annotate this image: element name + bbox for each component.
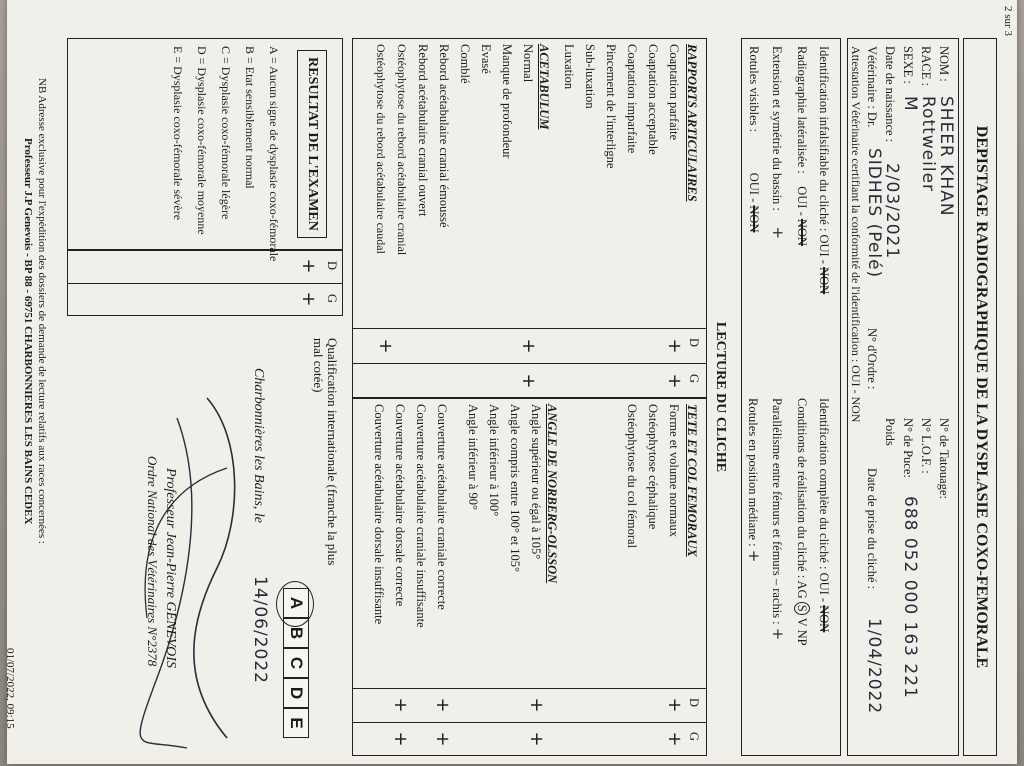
rapports-item: Pincement de l'interligne: [604, 44, 618, 169]
acetabulum-item: Normal: [521, 44, 535, 83]
left-col-g: G: [687, 374, 701, 384]
mark-normal-g: +: [518, 373, 539, 389]
right-col-g: G: [687, 732, 701, 742]
qualification-label: Qualification internationale (franche la plus mal cotée): [311, 338, 340, 566]
mark-forme-g: +: [664, 731, 685, 747]
mark-dorsale-d: +: [390, 697, 411, 713]
acetabulum-item: Rebord acétabulaire cranial ouvert: [416, 44, 430, 217]
couverture-item: Couverture acétabulaire dorsale correcte: [393, 404, 407, 607]
handwritten-signature: [117, 378, 247, 758]
selected-grade-circle: [276, 581, 314, 627]
acetabulum-item: Manque de profondeur: [500, 44, 514, 159]
veterinaire-label: Vétérinaire : Dr.: [865, 46, 879, 128]
tete-header: TETE ET COL FEMORAUX: [685, 404, 699, 557]
resultat-item: C = Dysplasie coxo-fémorale légère: [219, 46, 233, 220]
mark-cranial-d: +: [432, 697, 453, 713]
left-col-d: D: [687, 338, 701, 348]
ordre-label: N° d'Ordre :: [865, 328, 879, 390]
acetabulum-item: Ostéophytose du rebord acétabulaire caudal: [374, 44, 388, 254]
mark-resultat-g: +: [298, 291, 319, 307]
tete-item: Forme et volume normaux: [667, 404, 681, 537]
right-d-divider: [352, 688, 707, 689]
naissance-label: Date de naissance :: [883, 46, 897, 143]
signature-ordre: Ordre National des Vétérinaires N°2378: [145, 456, 160, 667]
puce-value: 688 052 000 163 221: [900, 496, 920, 699]
prise-value: 1/04/2022: [864, 618, 884, 715]
dysplasia-form-sheet: [4, 0, 1017, 764]
cliche-l3-right: Parallélisme entre fémurs et fémurs – rachis : +: [769, 398, 787, 642]
print-timestamp: 01/07/2022, 09:15: [4, 648, 16, 729]
puce-label: N° de Puce:: [901, 418, 915, 478]
cliche-l4-left: Rotules visibles : OUI - NON: [747, 46, 761, 233]
mark-dorsale-g: +: [390, 731, 411, 747]
grade-a: A: [283, 588, 309, 618]
race-label: RACE :: [919, 46, 933, 86]
grade-c: C: [283, 648, 309, 678]
resultat-col-d: D: [325, 261, 339, 271]
acetabulum-item: Evasé: [479, 44, 493, 74]
tete-item: Ostéophytose céphalique: [646, 404, 660, 530]
mark-angle-d: +: [526, 697, 547, 713]
rapports-header: RAPPORTS ARTICULAIRES: [685, 44, 699, 202]
grade-e: E: [283, 708, 309, 738]
resultat-item: D = Dysplasie coxo-fémorale moyenne: [195, 46, 209, 235]
race-value: Rottweiler: [918, 96, 938, 193]
attestation-line: Attestation Vétérinaire certifiant la conformité de l'identification : OUI - NON: [849, 46, 863, 423]
resultat-item: A = Aucun signe de dysplasie coxo-fémorale: [267, 46, 281, 262]
table-center-divider: [352, 397, 707, 399]
acetabulum-item: Rebord acétabulaire cranial émoussé: [437, 44, 451, 228]
norberg-item: Angle inférieur à 100°: [487, 404, 501, 517]
norberg-item: Angle inférieur à 90°: [466, 404, 480, 510]
signature-name: Professeur Jean-Pierre GENEVOIS: [163, 468, 178, 668]
sexe-label: SEXE :: [901, 46, 915, 84]
tete-item: Ostéophytose du col fémoral: [625, 404, 639, 549]
mark-resultat-d: +: [298, 258, 319, 274]
rapports-item: Coaptation acceptable: [646, 44, 660, 155]
rapports-item: Sub-luxation: [583, 44, 597, 109]
right-col-d: D: [687, 698, 701, 708]
poids-label: Poids: [883, 418, 897, 446]
mark-normal-d: +: [518, 338, 539, 354]
right-g-divider: [352, 722, 707, 723]
cliche-l2-right: Conditions de réalisation du cliché : AG S V NP: [795, 398, 809, 646]
mark-coaptation-d: +: [664, 338, 685, 354]
lof-label: N° L.O.F. :: [919, 418, 933, 474]
resultat-dg-divider: [67, 283, 343, 284]
lecture-title: LECTURE DU CLICHE: [713, 321, 728, 473]
nom-label: NOM :: [937, 46, 951, 82]
left-g-divider: [352, 363, 707, 364]
acetabulum-header: ACETABULUM: [537, 44, 551, 130]
veterinaire-value: SIDHES (Pelé): [864, 148, 884, 279]
grade-d: D: [283, 678, 309, 708]
place-date: 14/06/2022: [250, 576, 270, 684]
grade-b: B: [283, 618, 309, 648]
tatouage-label: N° de Tatouage:: [937, 418, 951, 499]
left-d-divider: [352, 328, 707, 329]
mark-coaptation-g: +: [664, 373, 685, 389]
cliche-l4-right: Rotules en position médiane : +: [745, 398, 763, 564]
resultat-title: RESULTAT DE L'EXAMEN: [305, 57, 320, 231]
couverture-item: Couverture acétabulaire craniale insuffisante: [414, 404, 428, 628]
place-label: Charbonnières les Bains, le: [251, 368, 266, 524]
norberg-header: ANGLE DE NORBERG-OLSSON: [545, 404, 559, 584]
prise-label: Date de prise du cliché :: [865, 468, 879, 590]
rapports-item: Luxation: [562, 44, 576, 90]
acetabulum-item: Comblé: [458, 44, 472, 84]
resultat-item: E = Dysplasie coxo-fémorale sévère: [171, 46, 185, 221]
sexe-value: M: [900, 96, 920, 112]
mark-caudal-d: +: [375, 338, 396, 354]
footer-line2: Professeur J.P Genevois - BP 88 - 69751 CHARBONNIERES LES BAINS CEDEX: [22, 138, 34, 525]
footer-line1: NB Adresse exclusive pour l'expédition des dossiers de demande de lecture relatifs aux races concernées :: [36, 78, 48, 544]
mark-angle-g: +: [526, 731, 547, 747]
rapports-item: Coaptation imparfaite: [625, 44, 639, 154]
mark-forme-d: +: [664, 697, 685, 713]
norberg-item: Angle compris entre 100° et 105°: [508, 404, 522, 572]
couverture-item: Couverture acétabulaire dorsale insuffisante: [372, 404, 386, 625]
resultat-item: B = Etat sensiblement normal: [243, 46, 257, 189]
naissance-value: 2/03/2021: [882, 163, 902, 260]
resultat-col-g: G: [325, 294, 339, 304]
rapports-item: Coaptation parfaite: [667, 44, 681, 141]
acetabulum-item: Ostéophytose du rebord acétabulaire cranial: [395, 44, 409, 256]
page-number: 2 sur 3: [1002, 6, 1014, 36]
cliche-l1-right: Identification complète du cliché : OUI - NON: [817, 398, 831, 633]
nom-value: SHEER KHAN: [936, 96, 956, 217]
cliche-l1-left: Identification infalsifiable du cliché : OUI - NON: [817, 46, 831, 295]
mark-cranial-g: +: [432, 731, 453, 747]
norberg-item: Angle supérieur ou égal à 105°: [529, 404, 543, 560]
form-title: DEPISTAGE RADIOGRAPHIQUE DE LA DYSPLASIE COXO-FEMORALE: [973, 125, 990, 669]
cliche-l2-left: Radiographie latéralisée : OUI - NON: [795, 46, 809, 246]
couverture-item: Couverture acétabulaire craniale correcte: [435, 404, 449, 610]
cliche-l3-left: Extension et symétrie du bassin : +: [769, 46, 787, 241]
